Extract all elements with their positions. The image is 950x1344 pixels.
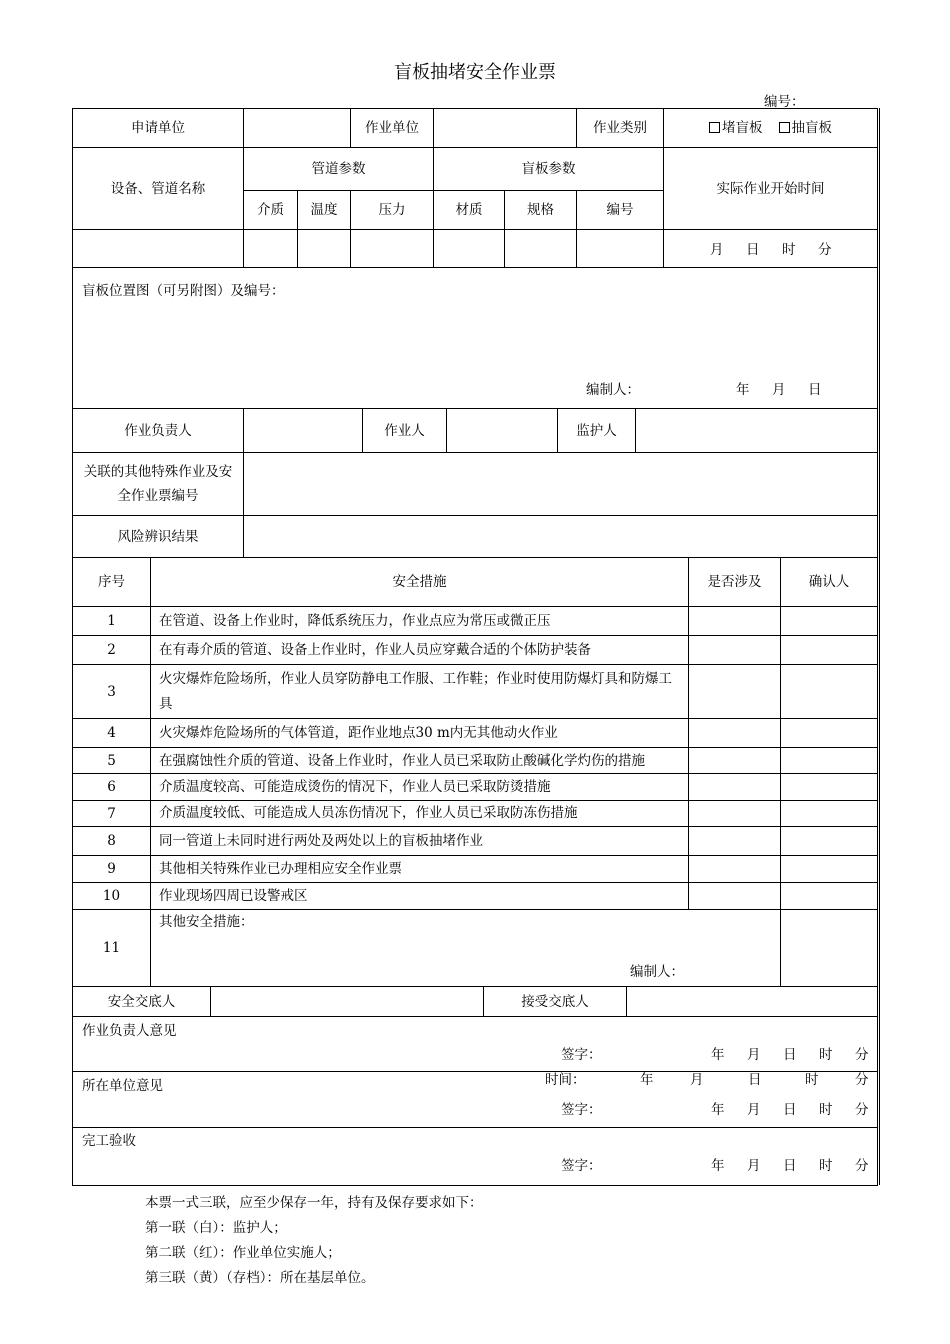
- measure-no: 5: [107, 752, 116, 769]
- equipment-name-label: 设备、管道名称: [110, 180, 206, 197]
- col-involved-header: 是否涉及: [707, 574, 762, 590]
- month-label: 月: [747, 1047, 761, 1063]
- diagram-day-label: 日: [808, 382, 822, 398]
- start-day-label: 日: [746, 242, 760, 258]
- measure-no: 3: [107, 683, 116, 700]
- work-unit-label: 作业单位: [365, 120, 419, 136]
- measure-compiler-label: 编制人：: [630, 964, 684, 980]
- minute-label: 分: [855, 1102, 869, 1118]
- pull-blind-checkbox[interactable]: [779, 116, 833, 140]
- temperature-label: 温度: [310, 202, 338, 218]
- day-label: 日: [748, 1072, 762, 1088]
- material-label: 材质: [455, 202, 483, 218]
- hour-label: 时: [819, 1047, 833, 1063]
- minute-label: 分: [855, 1158, 869, 1174]
- block-blind-checkbox[interactable]: [709, 116, 763, 140]
- serial-number-label: 编号：: [764, 94, 805, 110]
- pressure-label: 压力: [378, 202, 406, 218]
- handover-giver-label: 安全交底人: [107, 993, 176, 1010]
- note-line: 第二联（红）：作业单位实施人；: [145, 1245, 341, 1261]
- year-label: 年: [711, 1047, 725, 1063]
- start-month-label: 月: [710, 242, 724, 258]
- worker-label: 作业人: [384, 422, 425, 439]
- measure-no: 4: [107, 725, 116, 741]
- actual-start-label: 实际作业开始时间: [716, 180, 825, 197]
- related-work-label: 关联的其他特殊作业及安全作业票编号: [83, 464, 233, 504]
- measure-no: 1: [107, 613, 116, 629]
- measure-text: 介质温度较高、可能造成烫伤的情况下，作业人员已采取防烫措施: [159, 779, 551, 795]
- apply-unit-label: 申请单位: [131, 120, 185, 136]
- hour-label: 时: [805, 1072, 819, 1088]
- measure-no: 8: [107, 833, 116, 849]
- pull-blind-label: 抽盲板: [791, 120, 832, 136]
- measure-text: 同一管道上未同时进行两处及两处以上的盲板抽堵作业: [159, 833, 483, 849]
- hour-label: 时: [819, 1102, 833, 1118]
- block-blind-label: 堵盲板: [722, 120, 763, 136]
- measure-no: 10: [102, 888, 121, 904]
- col-no-header: 序号: [98, 574, 125, 590]
- blind-params-label: 盲板参数: [521, 161, 576, 177]
- diagram-compiler-label: 编制人：: [586, 382, 640, 398]
- sign-label: 签字：: [561, 1158, 602, 1174]
- measure-text: 其他相关特殊作业已办理相应安全作业票: [159, 861, 402, 877]
- measure-text: 作业现场四周已设警戒区: [159, 888, 308, 904]
- checkbox-icon: [779, 122, 790, 133]
- hour-label: 时: [819, 1158, 833, 1174]
- start-minute-label: 分: [818, 242, 832, 258]
- sign-label: 签字：: [561, 1102, 602, 1118]
- measure-no: 9: [107, 861, 116, 877]
- measure-text: 在强腐蚀性介质的管道、设备上作业时，作业人员已采取防止酸碱化学灼伤的措施: [159, 753, 645, 769]
- measure-no: 2: [107, 642, 116, 658]
- checkbox-icon: [709, 122, 720, 133]
- work-type-label: 作业类别: [593, 120, 647, 136]
- medium-label: 介质: [257, 202, 284, 218]
- measure-text: 在管道、设备上作业时，降低系统压力，作业点应为常压或微正压: [159, 613, 551, 629]
- diagram-month-label: 月: [772, 382, 786, 398]
- risk-result-label: 风险辨识结果: [117, 528, 199, 545]
- leader-opinion-label: 作业负责人意见: [82, 1023, 177, 1039]
- year-label: 年: [711, 1158, 725, 1174]
- measure-text: 在有毒介质的管道、设备上作业时，作业人员应穿戴合适的个体防护装备: [159, 642, 591, 658]
- handover-receiver-label: 接受交底人: [521, 993, 589, 1010]
- note-line: 本票一式三联，应至少保存一年，持有及保存要求如下：: [145, 1195, 483, 1211]
- month-label: 月: [690, 1072, 704, 1088]
- measure-no: 6: [107, 779, 116, 795]
- minute-label: 分: [855, 1072, 869, 1088]
- note-line: 第一联（白）：监护人；: [145, 1220, 287, 1236]
- work-leader-label: 作业负责人: [124, 422, 192, 439]
- note-line: 第三联（黄）（存档）：所在基层单位。: [145, 1270, 375, 1286]
- month-label: 月: [747, 1158, 761, 1174]
- measure-text: 火灾爆炸危险场所的气体管道，距作业地点30 m内无其他动火作业: [159, 725, 558, 741]
- day-label: 日: [783, 1102, 797, 1118]
- spec-label: 规格: [527, 202, 554, 218]
- completion-label: 完工验收: [82, 1133, 136, 1149]
- col-measure-header: 安全措施: [392, 574, 447, 590]
- measure-text: 其他安全措施：: [159, 914, 254, 930]
- measure-no: 11: [102, 940, 121, 956]
- year-label: 年: [640, 1072, 654, 1088]
- col-confirmer-header: 确认人: [808, 574, 850, 590]
- guardian-label: 监护人: [576, 422, 617, 439]
- minute-label: 分: [855, 1047, 869, 1063]
- year-label: 年: [711, 1102, 725, 1118]
- day-label: 日: [783, 1158, 797, 1174]
- unit-opinion-label: 所在单位意见: [82, 1078, 163, 1094]
- day-label: 日: [783, 1047, 797, 1063]
- pipe-params-label: 管道参数: [311, 161, 366, 177]
- measure-text: 介质温度较低、可能造成人员冻伤情况下，作业人员已采取防冻伤措施: [159, 805, 578, 821]
- measure-text: 火灾爆炸危险场所，作业人员穿防静电工作服、工作鞋；作业时使用防爆灯具和防爆工具: [159, 671, 672, 712]
- measure-no: 7: [107, 805, 116, 822]
- month-label: 月: [747, 1102, 761, 1118]
- work-type-options: [664, 109, 877, 147]
- sign-label: 签字：: [561, 1047, 602, 1063]
- blind-number-label: 编号: [606, 202, 634, 218]
- page-title: 盲板抽堵安全作业票: [394, 62, 556, 83]
- diagram-year-label: 年: [736, 382, 750, 398]
- blind-diagram-label: 盲板位置图（可另附图）及编号：: [82, 283, 285, 299]
- start-hour-label: 时: [782, 242, 796, 258]
- time-label: 时间：: [545, 1072, 586, 1088]
